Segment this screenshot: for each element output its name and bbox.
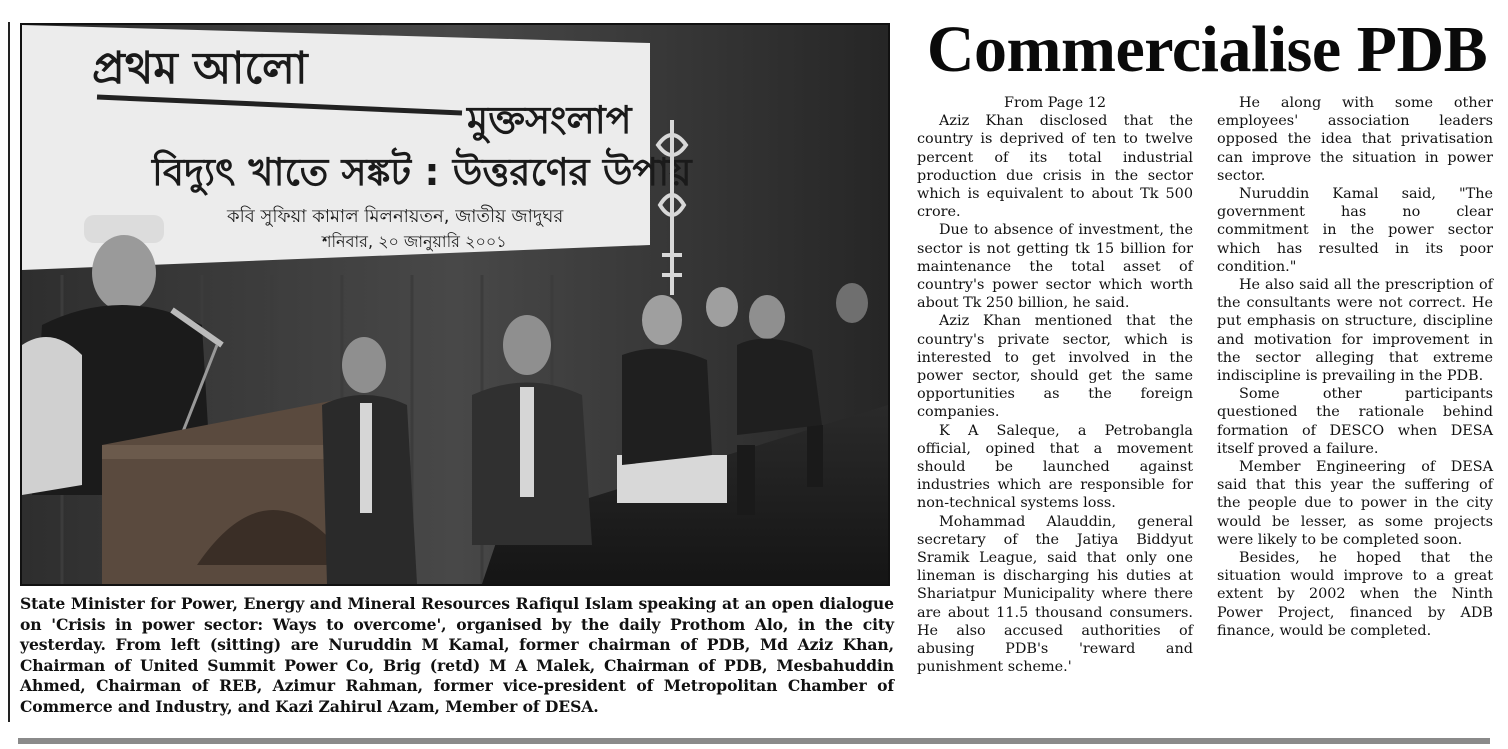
paragraph: K A Saleque, a Petrobangla official, opined that a movement should be launched against industries which are responsible for non-technical systems loss. xyxy=(917,422,1193,512)
paragraph: Nuruddin Kamal said, "The government has no clear commitment in the power sector which has resulted in its poor condition." xyxy=(1217,186,1493,275)
banner-topic: বিদ্যুৎ খাতে সঙ্কট : উত্তরণের উপায় xyxy=(152,150,692,194)
paragraph: He also said all the prescription of the consultants were not correct. He put emphasis on structure, discipline and motivation for improvement in the sector alleging that extreme indiscipline is prevailing in the PDB. xyxy=(1217,277,1493,385)
left-column-rule xyxy=(8,22,10,722)
from-page-note: From Page 12 xyxy=(1004,95,1106,111)
banner-masthead: প্রথম আলো xyxy=(92,43,308,94)
banner-date: শনিবার, ২০ জানুয়ারি ২০০১ xyxy=(322,232,507,251)
paragraph: Besides, he hoped that the situation would improve to a great extent by 2002 when the Ninth Power Project, financed by ADB finance, would be completed. xyxy=(1217,550,1493,639)
photo-caption xyxy=(20,594,894,718)
paragraph: Mohammad Alauddin, general secretary of the Jatiya Biddyut Sramik League, said that only one lineman is discharging his duties at Shariatpur Municipality where there are about 11.5 thousand consumers. He also accused authorities of abusing PDB's 'reward and punishment scheme.' xyxy=(917,513,1193,676)
paragraph: Aziz Khan disclosed that the country is deprived of ten to twelve percent of its total industrial production due crisis in the sector which is equivalent to about Tk 500 crore. xyxy=(917,113,1193,221)
paragraph: He along with some other employees' association leaders opposed the idea that privatisation can improve the situation in power sector. xyxy=(1217,95,1493,184)
paragraph: Due to absence of investment, the sector is not getting tk 15 billion for maintenance the total asset of country's power sector which worth about Tk 250 billion, he said. xyxy=(917,222,1193,312)
bottom-rule xyxy=(18,738,1490,744)
news-photo xyxy=(20,23,890,586)
banner-event: মুক্তসংলাপ xyxy=(467,98,632,142)
caption-text: State Minister for Power, Energy and Mineral Resources Rafiqul Islam speaking at an open dialogue on 'Crisis in power sector: Ways to overcome', organised by the daily Prothom Alo, in the city yesterday. From left (sitting) are Nuruddin M Kamal, former chairman of PDB, Md Aziz Khan, Chairman of United Summit Power Co, Brig (retd) M A Malek, Chairman of PDB, Mesbahuddin Ahmed, Chairman of REB, Azimur Rahman, former vice-president of Metropolitan Chamber of Commerce and Industry, and Kazi Zahirul Azam, Member of DESA. xyxy=(20,594,894,716)
paragraph: Aziz Khan mentioned that the country's private sector, which is interested to get involved in the power sector, should get the same opportunities as the foreign companies. xyxy=(917,313,1193,421)
article-headline: Commercialise PDB xyxy=(926,13,1488,86)
article-column-1 xyxy=(917,94,1193,677)
paragraph: Member Engineering of DESA said that this year the suffering of the people due to power in the city would be lesser, as some projects were likely to be completed soon. xyxy=(1217,459,1493,548)
paragraph: Some other participants questioned the rationale behind formation of DESCO when DESA itself proved a failure. xyxy=(1217,386,1493,457)
banner-venue: কবি সুফিয়া কামাল মিলনায়তন, জাতীয় জাদুঘর xyxy=(227,206,564,227)
article-column-2 xyxy=(1217,94,1493,640)
